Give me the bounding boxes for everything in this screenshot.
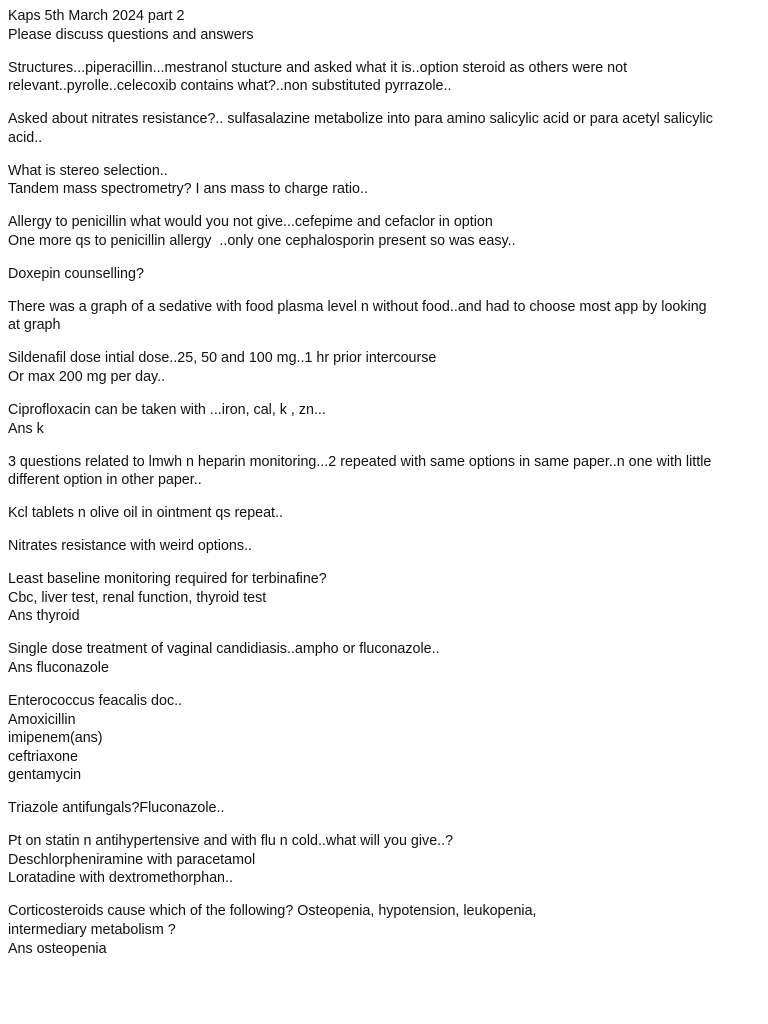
- text-line: Allergy to penicillin what would you not give...cefepime and cefaclor in option: [8, 214, 493, 231]
- text-line: Doxepin counselling?: [8, 265, 144, 282]
- text-line: Ans k: [8, 420, 44, 437]
- paragraph-12: [8, 537, 760, 556]
- paragraph-10: [8, 453, 760, 490]
- paragraph-11: [8, 504, 760, 523]
- text-line: Least baseline monitoring required for terbinafine?: [8, 571, 327, 588]
- paragraph-15: [8, 692, 760, 785]
- text-line: Amoxicillin: [8, 711, 76, 728]
- document-title: Kaps 5th March 2024 part 2: [8, 8, 185, 24]
- paragraph-13: [8, 570, 760, 626]
- text-line: Enterococcus feacalis doc..: [8, 692, 183, 709]
- text-line: Triazole antifungals?Fluconazole..: [8, 800, 225, 817]
- text-line: Structures...piperacillin...mestranol stucture and asked what it is..option steroid as others were not: [8, 59, 628, 76]
- text-line: There was a graph of a sedative with food plasma level n without food..and had to choose most app by looking: [8, 298, 707, 315]
- paragraph-4: [8, 162, 760, 199]
- text-line: ceftriaxone: [8, 748, 78, 765]
- text-line: at graph: [8, 317, 61, 334]
- paragraph-7: [8, 298, 760, 335]
- text-line: Sildenafil dose intial dose..25, 50 and 100 mg..1 hr prior intercourse: [8, 350, 437, 367]
- paragraph-16: [8, 799, 760, 818]
- text-line: Loratadine with dextromethorphan..: [8, 870, 233, 887]
- paragraph-18: [8, 902, 760, 958]
- text-line: Ciprofloxacin can be taken with ...iron, cal, k , zn...: [8, 402, 326, 419]
- text-line: Deschlorpheniramine with paracetamol: [8, 851, 256, 868]
- text-line: Ans osteopenia: [8, 940, 107, 957]
- paragraph-14: [8, 640, 760, 677]
- paragraph-17: [8, 832, 760, 888]
- text-line: One more qs to penicillin allergy ..only one cephalosporin present so was easy..: [8, 232, 516, 249]
- text-line: gentamycin: [8, 767, 82, 784]
- text-line: Asked about nitrates resistance?.. sulfasalazine metabolize into para amino salicylic acid or para acetyl salicylic: [8, 111, 713, 128]
- text-line: Nitrates resistance with weird options..: [8, 538, 252, 555]
- text-line: Single dose treatment of vaginal candidiasis..ampho or fluconazole..: [8, 641, 440, 658]
- text-line: Kcl tablets n olive oil in ointment qs repeat..: [8, 505, 283, 522]
- paragraph-8: [8, 349, 760, 386]
- text-line: relevant..pyrolle..celecoxib contains what?..non substituted pyrrazole..: [8, 78, 452, 95]
- text-line: Please discuss questions and answers: [8, 26, 254, 43]
- text-line: acid..: [8, 129, 43, 146]
- text-line: Or max 200 mg per day..: [8, 369, 166, 386]
- text-line: intermediary metabolism ?: [8, 922, 176, 939]
- paragraph-5: [8, 213, 760, 250]
- text-line: Ans thyroid: [8, 608, 80, 625]
- text-line: Pt on statin n antihypertensive and with flu n cold..what will you give..?: [8, 833, 454, 850]
- paragraph-9: [8, 401, 760, 438]
- text-line: Ans fluconazole: [8, 659, 109, 676]
- paragraph-2: [8, 59, 760, 96]
- text-line: imipenem(ans): [8, 730, 103, 747]
- paragraph-6: [8, 265, 760, 284]
- document-body: [8, 7, 760, 973]
- text-line: different option in other paper..: [8, 472, 202, 489]
- text-line: What is stereo selection..: [8, 162, 168, 179]
- text-line: Cbc, liver test, renal function, thyroid test: [8, 589, 267, 606]
- paragraph-1: [8, 7, 760, 44]
- paragraph-3: [8, 110, 760, 147]
- text-line: Tandem mass spectrometry? I ans mass to charge ratio..: [8, 181, 368, 198]
- text-line: Corticosteroids cause which of the following? Osteopenia, hypotension, leukopenia,: [8, 903, 537, 920]
- text-line: 3 questions related to lmwh n heparin monitoring...2 repeated with same options in same paper..n one with little: [8, 453, 712, 470]
